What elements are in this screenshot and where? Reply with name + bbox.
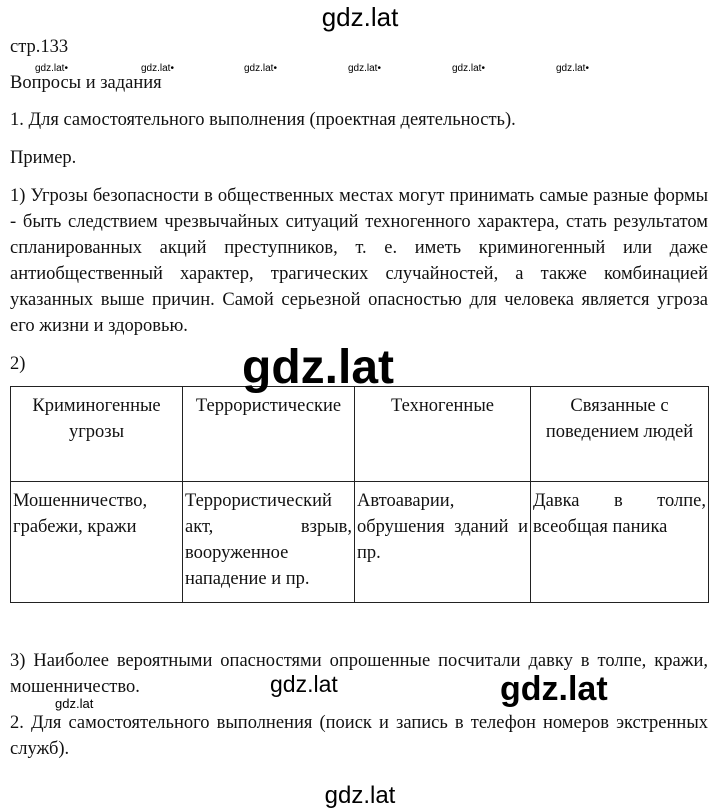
table-cell: Давка в толпе, всеобщая паника bbox=[531, 482, 709, 603]
watermark-small: gdz.lat• bbox=[556, 63, 589, 74]
point-2-label: 2) bbox=[10, 354, 26, 374]
watermark-mid-left: gdz.lat bbox=[270, 671, 338, 697]
watermark-top: gdz.lat bbox=[321, 2, 399, 32]
table-header-row bbox=[11, 387, 709, 482]
watermark-mid-right: gdz.lat bbox=[500, 670, 608, 708]
table-cell: Автоаварии, обрушения зданий и пр. bbox=[355, 482, 531, 603]
watermark-bottom: gdz.lat bbox=[324, 782, 396, 809]
point-3-paragraph: 3) Наиболее вероятными опасностями опрошенные посчитали давку в толпе, кражи, мошенничество. bbox=[10, 651, 708, 697]
page-reference: стр.133 bbox=[10, 37, 69, 57]
table-header-cell: Техногенные bbox=[355, 387, 531, 482]
section-title: Вопросы и задания bbox=[10, 73, 162, 93]
point-1-paragraph: 1) Угрозы безопасности в общественных местах могут принимать самые разные формы - быть следствием чрезвычайных ситуаций техногенного характера, стать результатом спланированных акций преступников, т. е. иметь криминогенный или даже антиобщественный характер, трагических случайностей, а также комбинацией указанных выше причин. Самой серьезной опасностью для человека является угроза его жизни и здоровью. bbox=[10, 186, 708, 336]
watermark-small: gdz.lat• bbox=[244, 63, 277, 74]
table-cell: Террористический акт, взрыв, вооруженное нападение и пр. bbox=[183, 482, 355, 603]
watermark-tiny: gdz.lat bbox=[55, 696, 94, 711]
watermark-small: gdz.lat• bbox=[348, 63, 381, 74]
example-label: Пример. bbox=[10, 148, 77, 168]
watermark-big: gdz.lat bbox=[242, 341, 394, 394]
table-header-cell: Террористические bbox=[183, 387, 355, 482]
watermark-small: gdz.lat• bbox=[141, 63, 174, 74]
watermark-small: gdz.lat• bbox=[452, 63, 485, 74]
table-row bbox=[11, 482, 709, 603]
threats-table bbox=[10, 386, 709, 603]
table-cell: Мошенничество, грабежи, кражи bbox=[11, 482, 183, 603]
task-2-paragraph: 2. Для самостоятельного выполнения (поиск и запись в телефон номеров экстренных служб). bbox=[10, 713, 708, 759]
table-header-cell: Связанные с поведением людей bbox=[531, 387, 709, 482]
task-1: 1. Для самостоятельного выполнения (проектная деятельность). bbox=[10, 110, 516, 130]
table-header-cell: Криминогенные угрозы bbox=[11, 387, 183, 482]
watermark-small: gdz.lat• bbox=[35, 63, 68, 74]
